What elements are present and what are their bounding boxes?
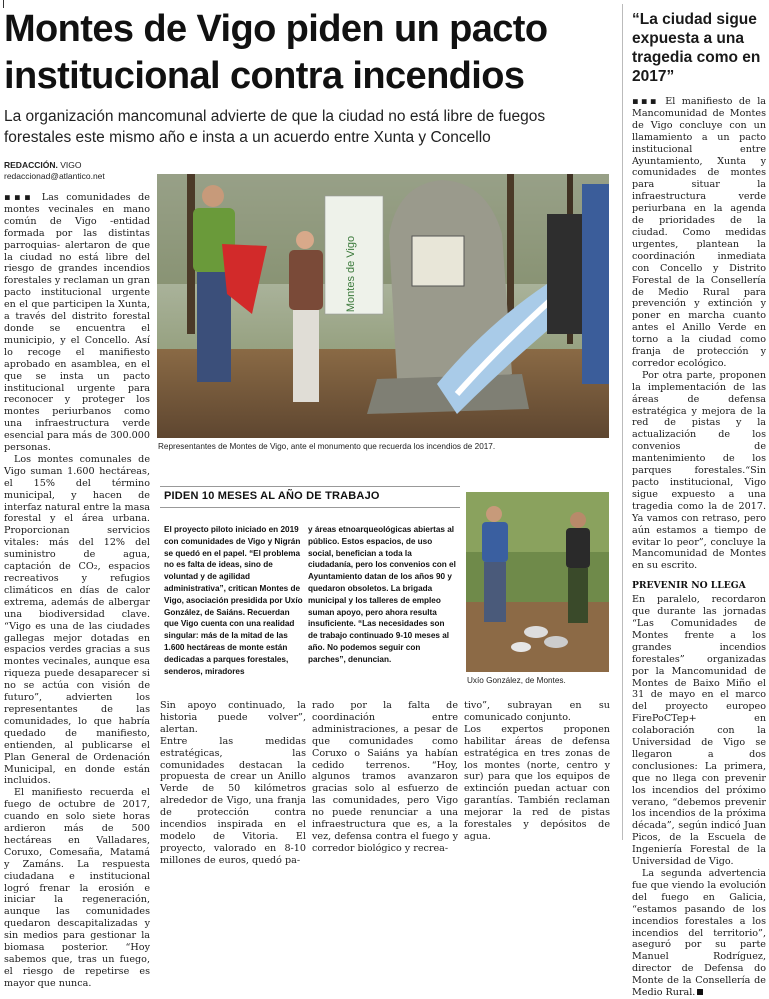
box-photo-image: [466, 492, 609, 672]
lead-marker: ▪▪▪: [4, 192, 35, 203]
person-figure: [566, 512, 590, 623]
pull-quote: “La ciudad sigue expuesta a una tragedia como en 2017”: [632, 11, 761, 85]
byline-label: REDACCIÓN.: [4, 160, 58, 170]
box-column-left: El proyecto piloto iniciado en 2019 con comunidades de Vigo y Nigrán se quedó en el papel. “El problema no es falta de ideas, sino de voluntad y de agilidad administrativa”, critican Montes de Vigo, asociación presidida por Uxío González, de Saiáns. Recuerdan que Vigo cuenta con una realidad singular: más de la mitad de las 1.600 hectáreas de monte están dedicadas a parques forestales, senderos, miradores: [164, 525, 303, 676]
body-paragraph: ▪▪▪ Las comunidades de montes vecinales en mano común de Vigo -entidad formada por las distintas parroquias- alertaron de que la ciudad no está libre del riesgo de grandes incendios forestales y reclaman un gran pacto institucional urgente en el que participen la Xunta, a través del distrito forestal donde se encuentra el municipio, y el Concello. Así lo recoge el manifiesto aprobado en asamblea, en el que se insta un pacto institucional urgente para reconocer y proteger los montes periurbanos como una infraestructura verde esencial para más de 300.000 personas.: [4, 192, 150, 454]
main-photo-caption: Representantes de Montes de Vigo, ante el monumento que recuerda los incendios de 2017.: [158, 442, 496, 451]
subheadline: La organización mancomunal advierte de que la ciudad no está libre de fuegos forestales este mismo año e insta a un acuerdo entre Xunta y Concello: [4, 108, 546, 146]
banner-text: Montes de Vigo: [345, 235, 357, 313]
person-figure: [482, 506, 508, 622]
body-column-left: [4, 192, 150, 989]
body-column-right: [632, 96, 766, 999]
box-column-right: y áreas etnoarqueológicas abiertas al público. Estos espacios, de uso social, benefician a toda la ciudadanía, pero los convenios con el Ayuntamiento datan de los años 90 y quedaron obsoletos. La brigada municipal y los talleres de empleo suman apoyo, pero ahora resulta insuficiente. “Las necesidades son de trabajo continuado 9-10 meses al año. No podemos seguir con parches”, denuncian.: [308, 525, 456, 664]
body-paragraph: Por otra parte, proponen la implementación de las áreas de defensa estratégica y mejora de la red de pistas y la actualización de los convenios de mantenimiento de los parques forestales.“Sin pacto institucional, Vigo sigue expuesto a una tragedia como la de 2017. Ya vamos con retraso, pero aún estamos a tiempo de evitar lo peor”, concluye la Mancomunidad de Montes en su escrito.: [632, 369, 766, 572]
headline: Montes de Vigo piden un pacto institucional contra incendios: [4, 8, 548, 97]
body-paragraph: En paralelo, recordaron que durante las jornadas “Las Comunidades de Montes frente a los grandes incendios forestales” organizadas por la Mancomunidad de Montes de Baixo Miño el 31 de mayo en el marco del proyecto europeo FirePoCTep+ en colaboración con la Universidad de Vigo se llegaron a dos conclusiones: La primera, que no llega con prevenir los incendios del próximo verano, “debemos prevenir los incendios de la próxima década”, según indicó Juan Picos, de la Escuela de Ingeniería Forestal de la Universidad de Vigo.: [632, 594, 766, 868]
end-mark: [697, 989, 703, 995]
byline-email: redaccionad@atlantico.net: [4, 171, 105, 181]
body-column-bottom-2: rado por la falta de coordinación entre administraciones, a pesar de que comunidades como Coruxo o Saiáns ya habían cedido terrenos. “Hoy, algunos tramos avanzaron gracias solo al esfuerzo de las comunidades, pero Vigo no puede renunciar a una infraestructura que es, a la vez, defensa contra el fuego y corredor biológico y recrea-: [312, 700, 458, 854]
box-rule: [160, 507, 460, 508]
body-paragraph: ▪▪▪ El manifiesto de la Mancomunidad de Montes de Vigo concluye con un llamamiento a un pacto institucional entre Ayuntamiento, Xunta y comunidades de montes para situar la infraestructura verde periurbana en la agenda de prioridades de la ciudad. Como medidas urgentes, plantean la coordinación inmediata con Concello y Distrito Forestal de la Consellería de Medio Rural para prevención y extinción y poner en marcha cuanto antes el Anillo Verde en torno a la ciudad como franja de protección y corredor ecológico.: [632, 96, 766, 369]
lead-marker: ▪▪▪: [632, 96, 659, 107]
section-title: PREVENIR NO LLEGA: [632, 580, 746, 592]
byline: [4, 160, 105, 182]
box-rule: [160, 486, 460, 487]
body-column-bottom-3: tivo”, subrayan en su comunicado conjunto. Los expertos proponen habilitar áreas de defensa estratégica en tres zonas de los montes (norte, centro y sur) para que los equipos de extinción puedan actuar con garantías. También reclaman mejorar la red de pistas forestales y depósitos de agua.: [464, 700, 610, 842]
body-column-bottom-1: Sin apoyo continuado, la historia puede volver”, alertan. Entre las medidas estratégicas, las comunidades destacan la propuesta de crear un Anillo Verde de 50 kilómetros alrededor de Vigo, una franja de protección contra incendios inspirada en el modelo de Vitoria. El proyecto, valorado en 8-10 millones de euros, quedó pa-: [160, 700, 306, 866]
box-photo: [466, 492, 609, 672]
main-photo-image: [157, 174, 609, 438]
body-paragraph: El manifiesto recuerda el fuego de octubre de 2017, cuando en solo siete horas ardieron más de 500 hectáreas en Valladares, Coruxo, Comesaña, Matamá y Zamáns. La respuesta ciudadana e institucional logró frenar la erosión e iniciar la regeneración, aunque las comunidades quedaron descapitalizadas y sin medios para gestionar la biomasa posterior. “Hoy sabemos que, tras un fuego, el riesgo de repetirse es mayor que nunca.: [4, 787, 150, 989]
box-photo-caption: Uxío González, de Montes.: [467, 676, 566, 685]
column-divider: [622, 4, 623, 840]
body-paragraph: La segunda advertencia fue que viendo la evolución del fuego en Galicia, “estamos pasando de los incendios forestales a los incendios del territorio”, aseguró por su parte Manuel Rodríguez, director de Defensa do Monte de la Consellería de Medio Rural.: [632, 868, 766, 999]
byline-place: VIGO: [60, 160, 82, 170]
body-paragraph: Los montes comunales de Vigo suman 1.600 hectáreas, el 15% del término municipal, y hacen de interfaz natural entre la masa forestal y el área urbana. Proporcionan servicios vitales: más del 12% del suministro de agua, captación de CO₂, espacios recreativos y refugios climáticos en días de calor extrema, además de albergar una biodiversidad clave. “Vigo es una de las ciudades gallegas mejor dotadas en espacios verdes gracias a sus montes vecinales, aunque esa riqueza puede desaparecer si no se actúa con visión de futuro”, advierten los representantes de las comunidades, lo que habría quedado de manifiesto, entienden, al publicarse el Plan General de Ordenación Municipal, en donde están incluidos.: [4, 453, 150, 787]
main-photo: [157, 174, 609, 438]
person-figure: [289, 231, 323, 402]
box-title: PIDEN 10 MESES AL AÑO DE TRABAJO: [164, 490, 380, 502]
